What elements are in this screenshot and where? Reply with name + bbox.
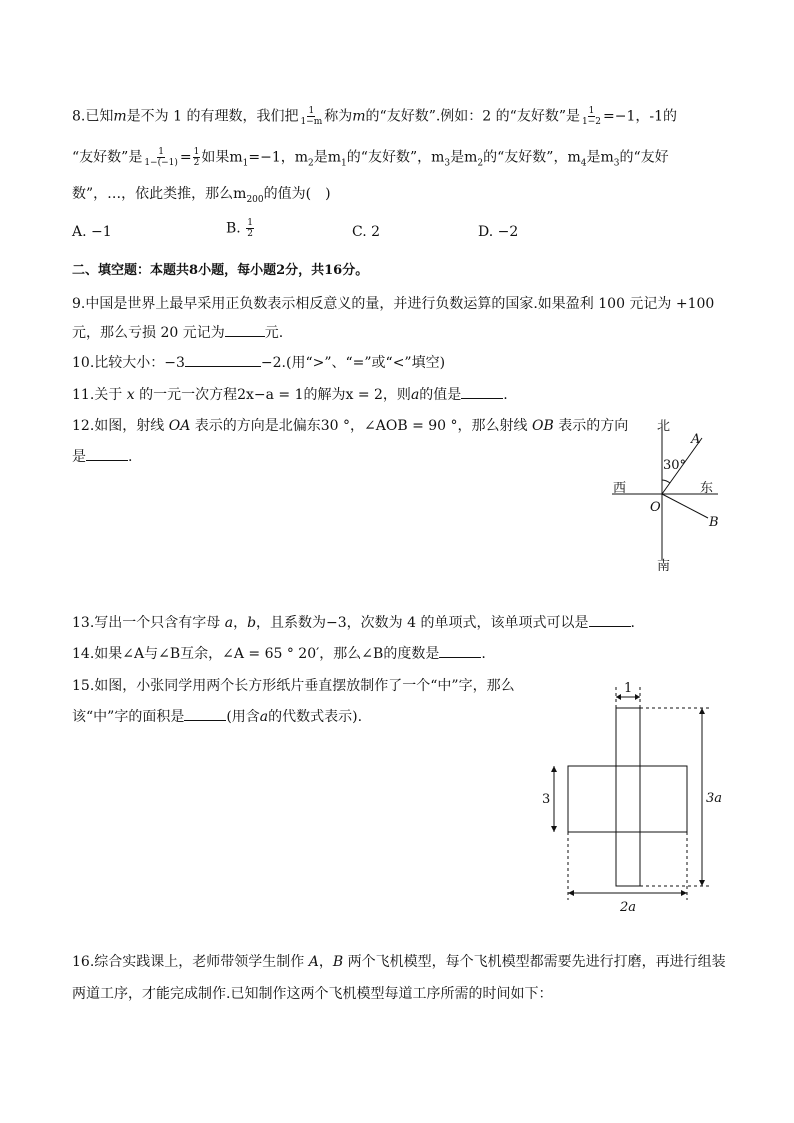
label-right: 3a: [706, 791, 723, 806]
fraction-1-over-1-minus-neg1: $\frac{1}{1-(-1)}$: [144, 147, 178, 168]
fraction-1-over-1-minus-2: $\frac{1}{1-2}$: [581, 106, 601, 127]
answer-blank[interactable]: [439, 643, 481, 658]
label-left: 3: [542, 792, 551, 807]
q12-line1: 12.如图，射线 OA 表示的方向是北偏东30 °，∠AOB = 90 °，那么射线 OB 表示的方向: [72, 418, 629, 434]
q15-line2: 该“中”字的面积是 (用含a的代数式表示).: [72, 706, 362, 727]
label-b: B: [709, 515, 719, 530]
q8-option-d: D. −2: [478, 224, 519, 240]
q10: 10.比较大小：−3 −2.(用“>”、“=”或“<”填空): [72, 352, 445, 373]
q12-line2: 是 .: [72, 446, 132, 467]
section-heading: 二、填空题：本题共8小题，每小题2分，共16分。: [72, 263, 369, 278]
q11: 11.关于 x 的一元一次方程2x−a = 1的解为x = 2，则a的值是 .: [72, 384, 508, 405]
label-o: O: [650, 500, 661, 515]
q16-line1: 16.综合实践课上，老师带领学生制作 A，B 两个飞机模型，每个飞机模型都需要先进行打磨，再进行组装: [72, 954, 726, 970]
vertical-rectangle: [616, 708, 640, 886]
label-east: 东: [700, 481, 714, 496]
ray-ob: [662, 494, 708, 518]
label-south: 南: [657, 559, 671, 574]
label-west: 西: [613, 481, 627, 496]
q8-option-b: B. $\frac{1}{2}$: [226, 218, 253, 239]
zhong-figure: [530, 675, 740, 920]
answer-blank[interactable]: [225, 322, 265, 337]
label-north: 北: [657, 419, 671, 434]
q14: 14.如果∠A与∠B互余，∠A = 65 ° 20′，那么∠B的度数是 .: [72, 643, 486, 664]
q9-line1: 9.中国是世界上最早采用正负数表示相反意义的量，并进行负数运算的国家.如果盈利 100 元记为 +100: [72, 296, 715, 312]
q8-option-a: A. −1: [72, 224, 112, 240]
label-a: A: [691, 432, 701, 447]
compass-figure: [600, 410, 730, 580]
q13: 13.写出一个只含有字母 a，b，且系数为−3，次数为 4 的单项式，该单项式可以是 .: [72, 612, 635, 633]
answer-blank[interactable]: [184, 706, 226, 721]
q8-line3: 数”，…，依此类推，那么$m_{200}$的值为( ): [72, 186, 331, 205]
horizontal-rectangle: [568, 766, 687, 832]
answer-blank[interactable]: [185, 352, 261, 367]
q8-option-c: C. 2: [352, 224, 381, 240]
label-bottom: 2a: [620, 900, 637, 915]
fraction-1-over-1-minus-m: $\frac{1}{1-m}$: [300, 106, 323, 127]
label-top: 1: [624, 681, 633, 696]
fraction-half: $\frac{1}{2}$: [193, 147, 200, 168]
answer-blank[interactable]: [86, 446, 128, 461]
q8-line2: “友好数”是 $\frac{1}{1-(-1)}$ = $\frac{1}{2}$ 如果$m_1=-1$，$m_2$是$m_1$的“友好数”，$m_3$是$m_2$的“友好数”，$m_4$是$m_3$的“友好: [72, 147, 669, 169]
answer-blank[interactable]: [461, 384, 503, 399]
q8-line1: 8.已知m是不为 1 的有理数，我们把 $\frac{1}{1-m}$ 称为m的“友好数”.例如：2 的“友好数”是 $\frac{1}{1-2}$ =−1，-1的: [72, 106, 677, 127]
q15-line1: 15.如图，小张同学用两个长方形纸片垂直摆放制作了一个“中”字，那么: [72, 678, 515, 694]
answer-blank[interactable]: [589, 612, 631, 627]
q16-line2: 两道工序，才能完成制作.已知制作这两个飞机模型每道工序所需的时间如下：: [72, 986, 553, 1002]
angle-arc: [662, 480, 670, 483]
q9-line2: 元，那么亏损 20 元记为 元.: [72, 322, 283, 343]
label-angle: 30°: [663, 458, 687, 473]
